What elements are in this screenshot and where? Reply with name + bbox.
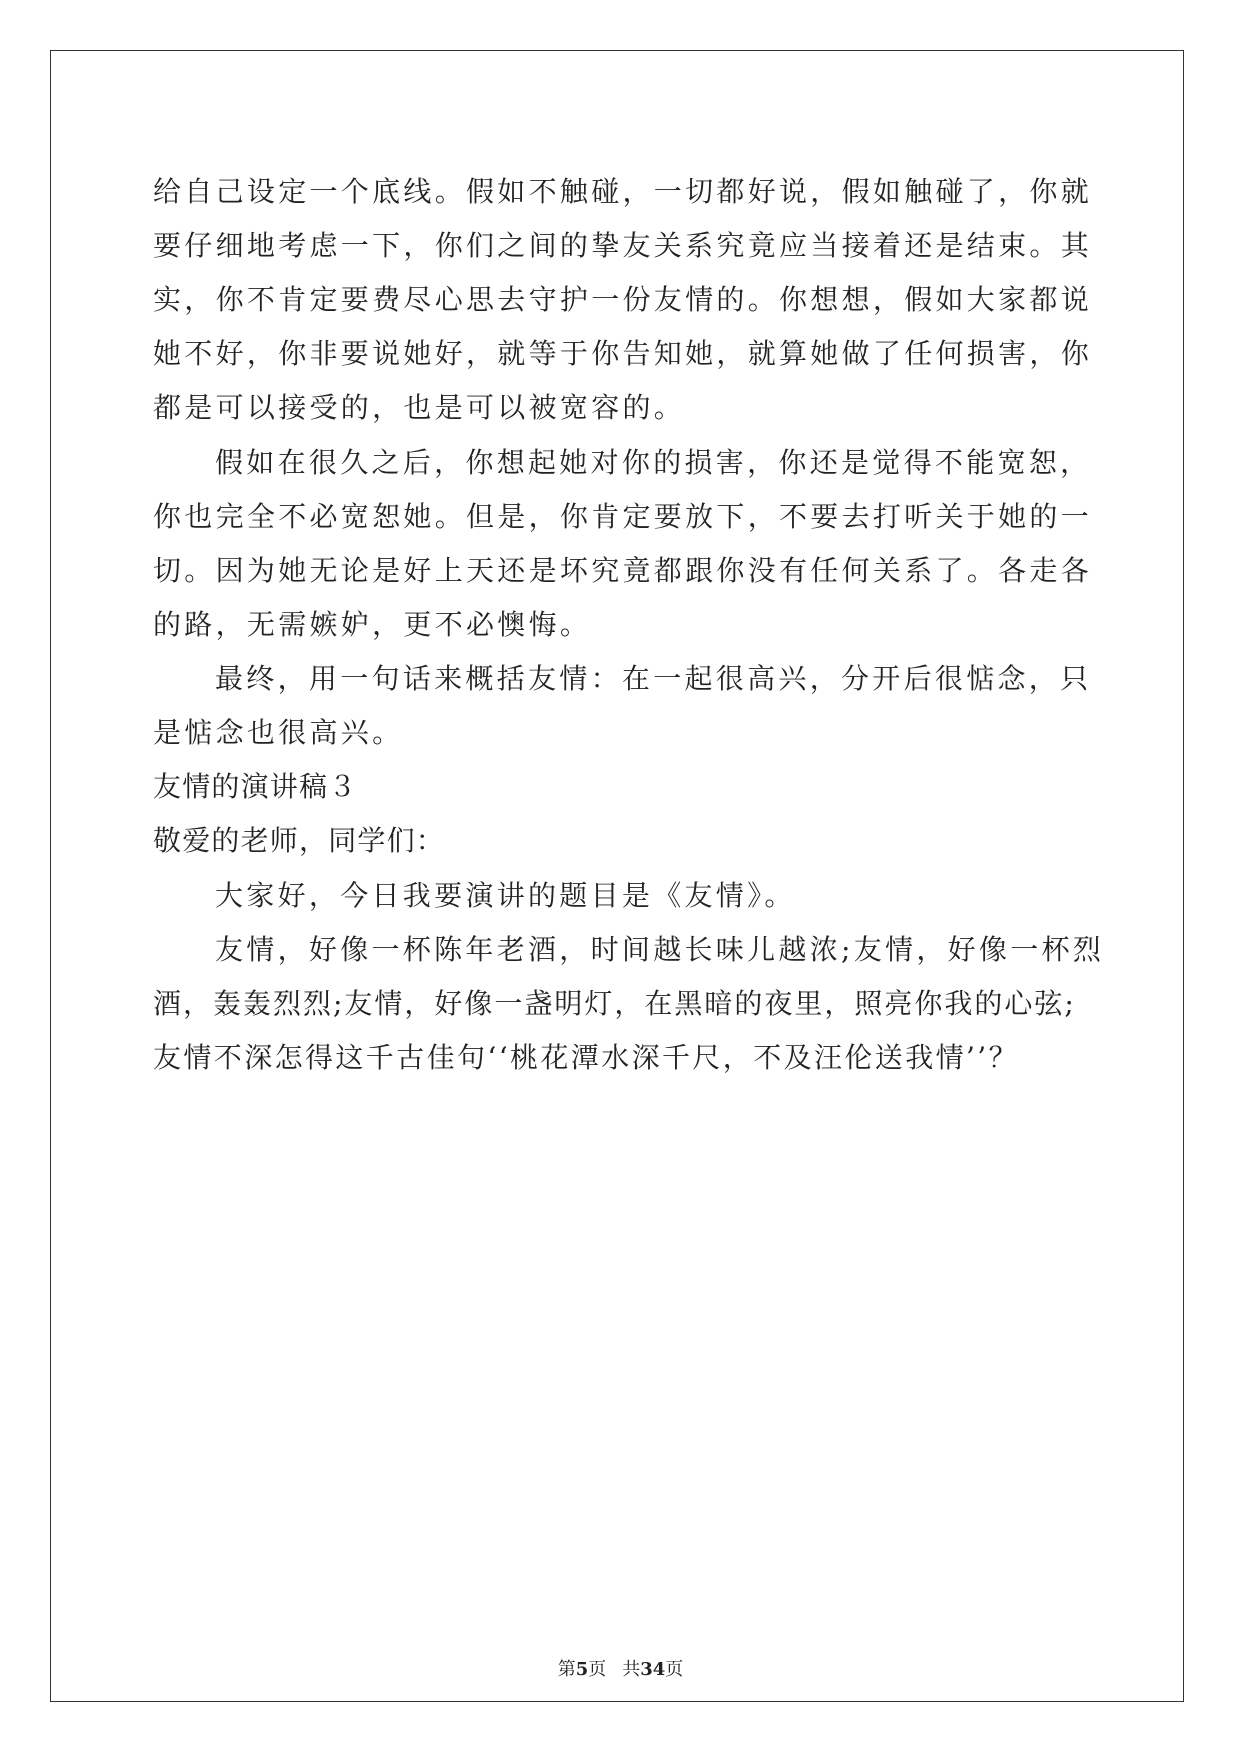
body-text-line: 要仔细地考虑一下，你们之间的挚友关系究竟应当接着还是结束。其	[153, 229, 1093, 262]
body-text-line: 给自己设定一个底线。假如不触碰，一切都好说，假如触碰了，你就	[153, 175, 1093, 208]
body-text-line: 实，你不肯定要费尽心思去守护一份友情的。你想想，假如大家都说	[153, 283, 1093, 316]
total-suffix: 页	[665, 1659, 684, 1680]
body-text-line: 假如在很久之后，你想起她对你的损害，你还是觉得不能宽恕，	[215, 446, 1092, 479]
body-text-line: 都是可以接受的，也是可以被宽容的。	[153, 391, 686, 424]
body-text-line: 最终，用一句话来概括友情：在一起很高兴，分开后很惦念，只	[215, 662, 1092, 695]
body-text-line: 她不好，你非要说她好，就等于你告知她，就算她做了任何损害，你	[153, 337, 1093, 370]
body-text-line: 友情不深怎得这千古佳句‘‘桃花潭水深千尺，不及汪伦送我情’’？	[153, 1041, 1020, 1074]
body-text-line: 友情，好像一杯陈年老酒，时间越长味儿越浓;友情，好像一杯烈	[215, 933, 1105, 966]
body-text-line: 切。因为她无论是好上天还是坏究竟都跟你没有任何关系了。各走各	[153, 554, 1093, 587]
salutation: 敬爱的老师，同学们：	[153, 824, 446, 857]
page-footer	[0, 1658, 1241, 1682]
body-text-line: 你也完全不必宽恕她。但是，你肯定要放下，不要去打听关于她的一	[153, 500, 1093, 533]
page-number: 5	[575, 1659, 589, 1680]
body-text-line: 是惦念也很高兴。	[153, 716, 404, 749]
body-text-line: 酒，轰轰烈烈;友情，好像一盏明灯，在黑暗的夜里，照亮你我的心弦;	[153, 987, 1076, 1020]
page-prefix: 第	[557, 1659, 576, 1680]
total-pages: 34	[640, 1659, 666, 1680]
page-suffix: 页	[588, 1659, 607, 1680]
body-text-line: 大家好，今日我要演讲的题目是《友情》。	[215, 879, 796, 912]
section-heading: 友情的演讲稿３	[153, 770, 358, 803]
body-text-line: 的路，无需嫉妒，更不必懊悔。	[153, 608, 592, 641]
total-prefix: 共	[622, 1659, 641, 1680]
